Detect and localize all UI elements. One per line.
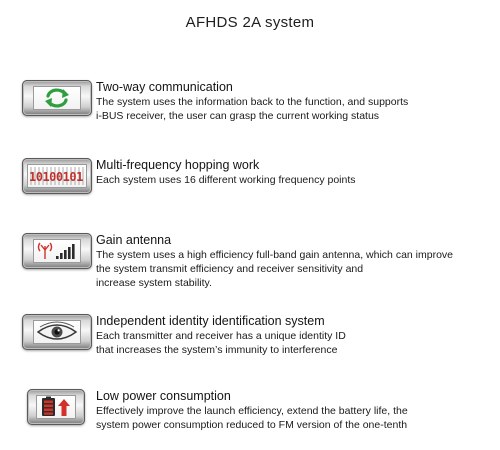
feature-heading: Two-way communication — [96, 80, 233, 94]
feature-frequency-hopping — [22, 158, 492, 198]
feature-icon-badge — [22, 314, 92, 350]
feature-identity-identification — [22, 314, 492, 360]
feature-icon-badge — [22, 80, 92, 116]
antenna-signal-icon — [34, 240, 80, 262]
eye-icon — [34, 321, 80, 343]
feature-description: Each system uses 16 different working frequency points — [96, 174, 356, 186]
binary-text: 10100101 — [29, 170, 83, 184]
feature-icon-badge — [22, 233, 92, 269]
feature-description: Effectively improve the launch efficiency, extend the battery life, the system power consumption reduced to FM version of the one-tenth — [96, 405, 408, 431]
feature-two-way-communication — [22, 80, 492, 124]
feature-icon-badge — [27, 389, 85, 425]
feature-description: Each transmitter and receiver has a unique identity ID that increases the system’s immunity to interference — [96, 330, 346, 356]
page-title: AFHDS 2A system — [185, 14, 315, 31]
feature-heading: Independent identity identification system — [96, 314, 325, 328]
feature-gain-antenna — [22, 233, 492, 289]
two-way-arrows-icon — [34, 87, 80, 109]
feature-description: The system uses a high efficiency full-band gain antenna, which can improve the system transmit efficiency and receiver sensitivity and increase system stability. — [96, 249, 454, 289]
feature-heading: Multi-frequency hopping work — [96, 158, 260, 172]
feature-low-power — [22, 389, 492, 435]
feature-heading: Low power consumption — [96, 389, 231, 403]
battery-icon — [37, 396, 75, 418]
binary-signal-icon — [28, 165, 86, 187]
feature-heading: Gain antenna — [96, 233, 172, 247]
feature-description: The system uses the information back to the function, and supports i-BUS receiver, the user can grasp the current working status — [96, 96, 409, 122]
feature-icon-badge — [22, 158, 92, 194]
